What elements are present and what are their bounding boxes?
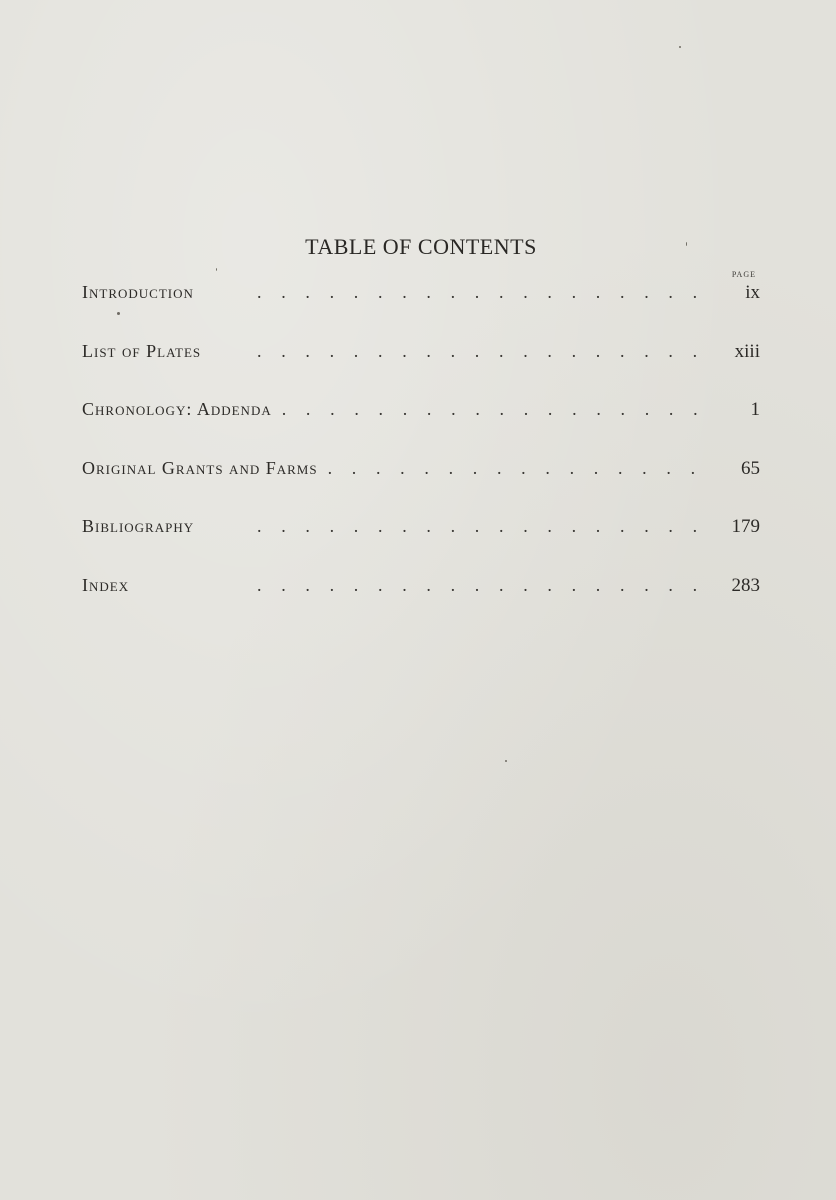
toc-entry-page: 1 (750, 399, 760, 420)
dot-leader (257, 282, 714, 303)
dot-leader (257, 575, 714, 596)
paper-speck (686, 242, 687, 246)
toc-entry-introduction (82, 282, 760, 341)
paper-speck (216, 268, 217, 271)
paper-speck (117, 312, 120, 315)
toc-entry-label: Chronology: Addenda (82, 399, 272, 419)
paper-speck (679, 46, 681, 48)
dot-leader (328, 458, 714, 479)
toc-entry-page: 179 (731, 516, 760, 537)
toc-entry-page: ix (745, 282, 760, 303)
dot-leader (257, 516, 714, 537)
toc-entry-page: xiii (734, 340, 760, 362)
dot-leader (282, 399, 714, 420)
page-title: TABLE OF CONTENTS (305, 234, 537, 259)
toc-entry-bibliography (82, 516, 760, 575)
toc-entry-original-grants-and-farms (82, 458, 760, 517)
toc-entry-label: List of Plates (82, 340, 202, 361)
toc-entry-page: 283 (731, 574, 760, 596)
paper-speck (505, 760, 507, 762)
toc-entry-list-of-plates (82, 341, 760, 400)
toc-entry-label: Index (82, 574, 130, 595)
toc-entry-page: 65 (741, 457, 760, 479)
toc-list (82, 282, 760, 633)
toc-entry-label: Introduction (82, 282, 194, 302)
toc-entry-index (82, 575, 760, 634)
toc-entry-label: Original Grants and Farms (82, 457, 318, 478)
toc-entry-label: Bibliography (82, 516, 195, 536)
dot-leader (257, 341, 714, 362)
page-column-label: PAGE (731, 270, 756, 279)
toc-entry-chronology-addenda (82, 399, 760, 458)
